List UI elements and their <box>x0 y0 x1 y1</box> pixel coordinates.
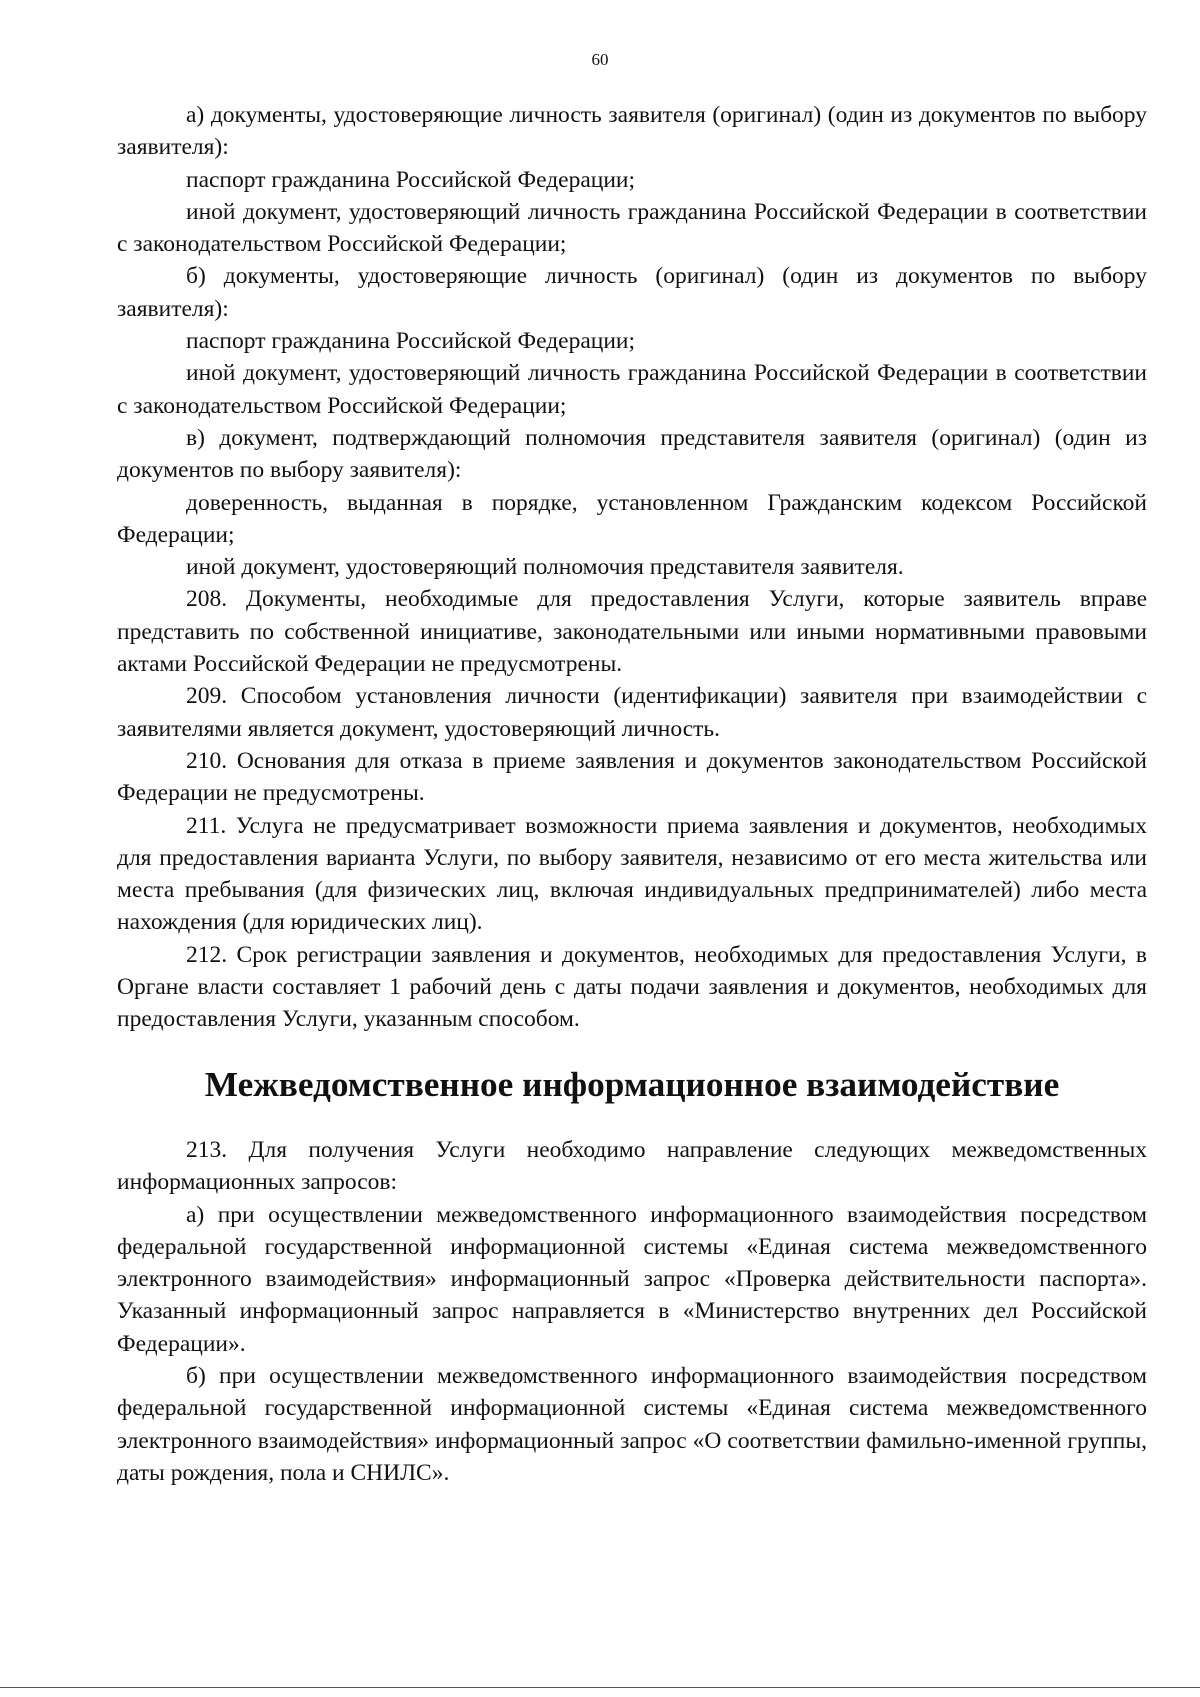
paragraph-b-identity-docs: б) документы, удостоверяющие личность (оригинал) (один из документов по выбору заявителя): <box>117 263 1147 322</box>
paragraph-213-a: а) при осуществлении межведомственного информационного взаимодействия посредством федеральной государственной информационной системы «Единая система межведомственного электронного взаимодействия» информационный запрос «Проверка действительности паспорта». Указанный информационный запрос направляется в «Министерство внутренних дел Российской Федерации». <box>117 1201 1147 1357</box>
paragraph-210: 210. Основания для отказа в приеме заявления и документов законодательством Российской Федерации не предусмотрены. <box>117 747 1147 807</box>
paragraph-c-representative-doc: в) документ, подтверждающий полномочия представителя заявителя (оригинал) (один из документов по выбору заявителя): <box>117 424 1147 484</box>
paragraph-211: 211. Услуга не предусматривает возможности приема заявления и документов, необходимых для предоставления варианта Услуги, по выбору заявителя, независимо от его места жительства или места пребывания (для физических лиц, включая индивидуальных предпринимателей) либо места нахождения (для юридических лиц). <box>117 812 1147 936</box>
section-heading: Межведомственное информационное взаимодействие <box>204 1064 1060 1104</box>
paragraph-a-identity-docs: а) документы, удостоверяющие личность заявителя (оригинал) (один из документов по выбору заявителя): <box>117 102 1147 161</box>
document-body <box>117 99 1147 1489</box>
page-number: 60 <box>591 50 609 69</box>
paragraph-other-identity-doc: иной документ, удостоверяющий личность гражданина Российской Федерации в соответствии с законодательством Российской Федерации; <box>117 198 1147 258</box>
paragraph-power-of-attorney: доверенность, выданная в порядке, установленном Гражданским кодексом Российской Федерации; <box>117 489 1147 548</box>
page-bottom-rule <box>0 1687 1200 1688</box>
paragraph-209: 209. Способом установления личности (идентификации) заявителя при взаимодействии с заявителями является документ, удостоверяющий личность. <box>117 683 1147 742</box>
paragraph-208: 208. Документы, необходимые для предоставления Услуги, которые заявитель вправе представить по собственной инициативе, законодательными или иными нормативными правовыми актами Российской Федерации не предусмотрены. <box>117 586 1147 678</box>
paragraph-passport: паспорт гражданина Российской Федерации; <box>186 166 636 193</box>
paragraph-213-b: б) при осуществлении межведомственного информационного взаимодействия посредством федеральной государственной информационной системы «Единая система межведомственного электронного взаимодействия» информационный запрос «О соответствии фамильно-именной группы, даты рождения, пола и СНИЛС». <box>117 1362 1147 1486</box>
paragraph-passport-2: паспорт гражданина Российской Федерации; <box>186 328 636 355</box>
paragraph-other-representative-doc: иной документ, удостоверяющий полномочия представителя заявителя. <box>186 554 904 581</box>
paragraph-other-identity-doc-2: иной документ, удостоверяющий личность гражданина Российской Федерации в соответствии с законодательством Российской Федерации; <box>117 360 1147 419</box>
paragraph-213: 213. Для получения Услуги необходимо направление следующих межведомственных информационных запросов: <box>117 1136 1147 1196</box>
paragraph-212: 212. Срок регистрации заявления и документов, необходимых для предоставления Услуги, в Органе власти составляет 1 рабочий день с даты подачи заявления и документов, необходимых для предоставления Услуги, указанным способом. <box>117 941 1147 1033</box>
